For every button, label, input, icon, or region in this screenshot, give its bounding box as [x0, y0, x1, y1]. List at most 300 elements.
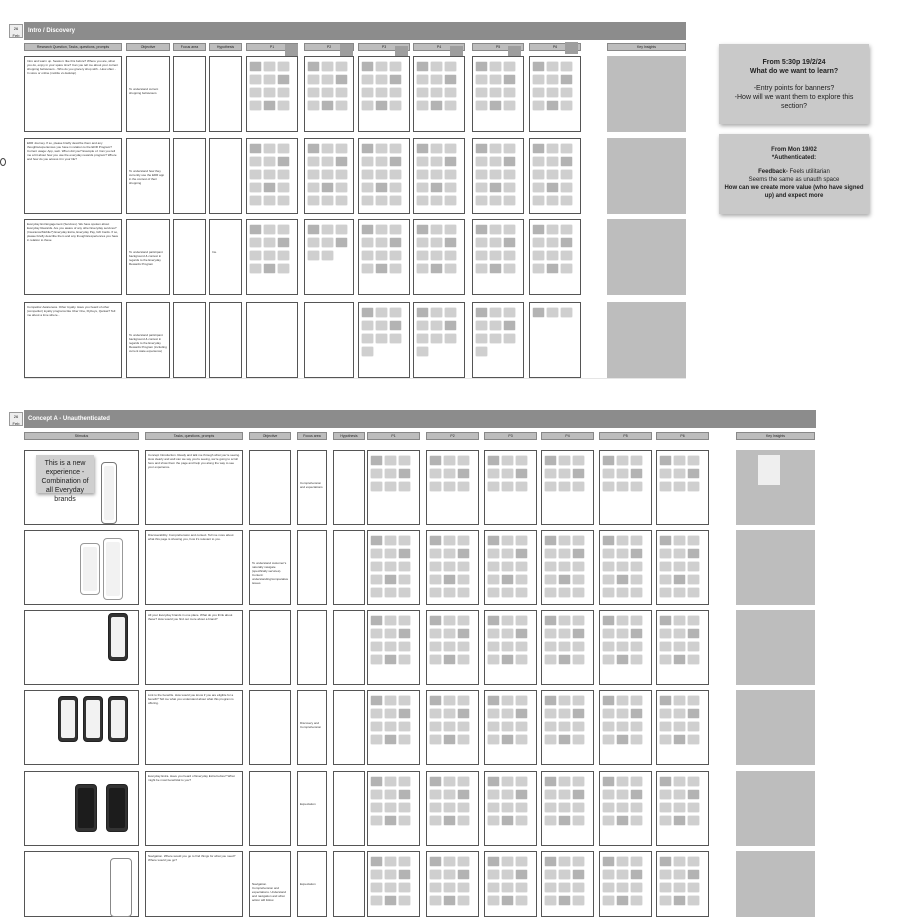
sticky-note[interactable]: [390, 75, 401, 84]
sticky-note[interactable]: [631, 722, 642, 731]
sticky-note[interactable]: [431, 196, 442, 205]
sticky-note[interactable]: [430, 857, 441, 866]
prompt-text[interactable]: Navigation. Where would you go to find things for what you need? Where would you go?: [148, 854, 236, 862]
sticky-note[interactable]: [399, 722, 410, 731]
sticky-note[interactable]: [362, 157, 373, 166]
sticky-note[interactable]: [573, 456, 584, 465]
sticky-note[interactable]: [476, 144, 487, 153]
sticky-note[interactable]: [371, 896, 382, 905]
sticky-note[interactable]: [617, 629, 628, 638]
sticky-note[interactable]: [308, 144, 319, 153]
sticky-note[interactable]: [561, 101, 572, 110]
sticky-note[interactable]: [545, 616, 556, 625]
sticky-note[interactable]: [376, 308, 387, 317]
sticky-note[interactable]: [488, 655, 499, 664]
sticky-note[interactable]: [371, 696, 382, 705]
sticky-note[interactable]: [561, 62, 572, 71]
sticky-note[interactable]: [250, 225, 261, 234]
sticky-note[interactable]: [603, 642, 614, 651]
sticky-note[interactable]: [490, 157, 501, 166]
sticky-note[interactable]: [660, 777, 671, 786]
sticky-note[interactable]: [561, 170, 572, 179]
sticky-note[interactable]: [573, 777, 584, 786]
sticky-note[interactable]: [559, 777, 570, 786]
sticky-note[interactable]: [674, 777, 685, 786]
notes-cell[interactable]: [333, 610, 365, 685]
sticky-note[interactable]: [545, 896, 556, 905]
sticky-note[interactable]: [390, 88, 401, 97]
sticky-note[interactable]: [490, 225, 501, 234]
sticky-note[interactable]: [278, 225, 289, 234]
prompt-cell[interactable]: [24, 138, 122, 214]
sticky-note[interactable]: [399, 629, 410, 638]
sticky-note[interactable]: [516, 790, 527, 799]
sticky-note[interactable]: [417, 225, 428, 234]
sticky-note[interactable]: [631, 616, 642, 625]
sticky-note[interactable]: [490, 321, 501, 330]
sticky-note[interactable]: [688, 857, 699, 866]
sticky-note[interactable]: [444, 790, 455, 799]
sticky-note[interactable]: [504, 144, 515, 153]
notes-cell[interactable]: [333, 690, 365, 765]
insight-note[interactable]: [758, 455, 780, 485]
sticky-note[interactable]: [631, 482, 642, 491]
sticky-note[interactable]: [547, 144, 558, 153]
column-header[interactable]: Research Question, Tasks, questions, prompts: [24, 43, 122, 51]
notes-cell[interactable]: [209, 138, 242, 214]
sticky-note[interactable]: [533, 157, 544, 166]
sticky-note[interactable]: [502, 803, 513, 812]
sticky-note[interactable]: [688, 803, 699, 812]
sticky-note[interactable]: [603, 735, 614, 744]
sticky-note[interactable]: [371, 883, 382, 892]
sticky-note[interactable]: [444, 777, 455, 786]
sticky-note[interactable]: [444, 456, 455, 465]
sticky-note[interactable]: [444, 588, 455, 597]
sticky-note[interactable]: [444, 642, 455, 651]
sticky-note[interactable]: [444, 469, 455, 478]
sticky-note[interactable]: [399, 709, 410, 718]
sticky-note[interactable]: [545, 549, 556, 558]
sticky-note[interactable]: [533, 225, 544, 234]
sticky-note[interactable]: [488, 722, 499, 731]
sticky-note[interactable]: [488, 735, 499, 744]
sticky-note[interactable]: [502, 469, 513, 478]
sticky-note[interactable]: [308, 170, 319, 179]
sticky-note[interactable]: [264, 88, 275, 97]
sticky-note[interactable]: [559, 816, 570, 825]
sticky-note[interactable]: [545, 735, 556, 744]
focus-text[interactable]: Discovery and Comprehension: [300, 721, 322, 729]
sticky-note[interactable]: [561, 251, 572, 260]
sticky-note[interactable]: [385, 777, 396, 786]
sticky-note[interactable]: [573, 790, 584, 799]
sticky-note[interactable]: [502, 722, 513, 731]
sticky-note[interactable]: [431, 225, 442, 234]
sticky-note[interactable]: [390, 334, 401, 343]
sticky-note[interactable]: [399, 616, 410, 625]
sticky-note[interactable]: [322, 75, 333, 84]
sticky-note[interactable]: [336, 170, 347, 179]
sticky-note[interactable]: [516, 482, 527, 491]
sticky-note[interactable]: [561, 88, 572, 97]
column-header[interactable]: P6: [656, 432, 709, 440]
sticky-note[interactable]: [458, 616, 469, 625]
sticky-note[interactable]: [516, 588, 527, 597]
sticky-note[interactable]: [504, 264, 515, 273]
sticky-note[interactable]: [376, 170, 387, 179]
sticky-note[interactable]: [476, 196, 487, 205]
sticky-note[interactable]: [660, 469, 671, 478]
sticky-note[interactable]: [336, 183, 347, 192]
prompt-cell[interactable]: [145, 450, 243, 525]
sticky-note[interactable]: [399, 803, 410, 812]
sticky-note[interactable]: [631, 536, 642, 545]
sticky-note[interactable]: [362, 334, 373, 343]
sticky-note[interactable]: [603, 870, 614, 879]
sticky-note[interactable]: [617, 709, 628, 718]
sticky-note[interactable]: [545, 655, 556, 664]
sticky-note[interactable]: [516, 549, 527, 558]
sticky-note[interactable]: [617, 857, 628, 866]
sticky-note[interactable]: [617, 883, 628, 892]
objective-text[interactable]: To understand how they currently use the EDR app in the context of their shopping: [129, 169, 165, 185]
sticky-note[interactable]: [573, 549, 584, 558]
sticky-note[interactable]: [504, 88, 515, 97]
sticky-note[interactable]: [516, 696, 527, 705]
sticky-note[interactable]: [617, 816, 628, 825]
frame-title-concept-a[interactable]: Concept A - Unauthenticated: [24, 410, 816, 428]
sticky-note[interactable]: [660, 616, 671, 625]
sticky-note[interactable]: [516, 803, 527, 812]
sticky-note[interactable]: [559, 642, 570, 651]
sticky-note[interactable]: [385, 709, 396, 718]
sticky-note[interactable]: [516, 629, 527, 638]
sticky-note[interactable]: [660, 790, 671, 799]
sticky-note[interactable]: [336, 238, 347, 247]
sticky-note[interactable]: [399, 777, 410, 786]
notes-cell[interactable]: [333, 851, 365, 917]
sticky-note[interactable]: [417, 238, 428, 247]
sticky-note[interactable]: [431, 238, 442, 247]
sticky-note[interactable]: [431, 75, 442, 84]
sticky-note[interactable]: [533, 144, 544, 153]
sticky-note[interactable]: [561, 225, 572, 234]
sticky-note[interactable]: [376, 75, 387, 84]
sticky-note[interactable]: [516, 857, 527, 866]
participant-tag[interactable]: [565, 42, 578, 54]
sticky-note-authenticated[interactable]: [719, 134, 869, 214]
sticky-note[interactable]: [559, 790, 570, 799]
sticky-note[interactable]: [603, 469, 614, 478]
sticky-note[interactable]: [390, 308, 401, 317]
sticky-note[interactable]: [445, 170, 456, 179]
notes-cell[interactable]: [249, 690, 291, 765]
prompt-cell[interactable]: [145, 610, 243, 685]
sticky-note[interactable]: [559, 857, 570, 866]
sticky-note[interactable]: [476, 321, 487, 330]
sticky-note[interactable]: [502, 456, 513, 465]
sticky-note[interactable]: [444, 870, 455, 879]
sticky-note[interactable]: [431, 157, 442, 166]
frame-title-intro[interactable]: Intro / Discovery: [24, 22, 686, 40]
sticky-note[interactable]: [430, 536, 441, 545]
sticky-note[interactable]: [547, 238, 558, 247]
sticky-note[interactable]: [502, 857, 513, 866]
sticky-note[interactable]: [376, 196, 387, 205]
sticky-note[interactable]: [430, 562, 441, 571]
sticky-note[interactable]: [399, 549, 410, 558]
sticky-note[interactable]: [376, 157, 387, 166]
sticky-note[interactable]: [490, 75, 501, 84]
sticky-note[interactable]: [533, 88, 544, 97]
column-header[interactable]: Objective: [249, 432, 291, 440]
sticky-note[interactable]: [278, 75, 289, 84]
sticky-note[interactable]: [617, 536, 628, 545]
sticky-note[interactable]: [444, 857, 455, 866]
sticky-note[interactable]: [573, 629, 584, 638]
sticky-note[interactable]: [445, 88, 456, 97]
sticky-note[interactable]: [631, 655, 642, 664]
sticky-note[interactable]: [674, 469, 685, 478]
sticky-note[interactable]: [516, 575, 527, 584]
sticky-note[interactable]: [445, 101, 456, 110]
sticky-note[interactable]: [603, 588, 614, 597]
sticky-note[interactable]: [547, 196, 558, 205]
participant-tag[interactable]: [340, 44, 353, 56]
sticky-note[interactable]: [547, 183, 558, 192]
sticky-note[interactable]: [264, 157, 275, 166]
sticky-note[interactable]: [559, 883, 570, 892]
sticky-note[interactable]: [674, 616, 685, 625]
sticky-note[interactable]: [444, 482, 455, 491]
sticky-note[interactable]: [390, 225, 401, 234]
sticky-note[interactable]: [502, 870, 513, 879]
sticky-note[interactable]: [674, 816, 685, 825]
sticky-note[interactable]: [336, 225, 347, 234]
sticky-note[interactable]: [444, 735, 455, 744]
sticky-note[interactable]: [250, 157, 261, 166]
sticky-note[interactable]: [603, 536, 614, 545]
sticky-note[interactable]: [617, 896, 628, 905]
sticky-note[interactable]: [631, 456, 642, 465]
sticky-note[interactable]: [573, 883, 584, 892]
sticky-note[interactable]: [308, 225, 319, 234]
sticky-note[interactable]: [399, 883, 410, 892]
sticky-note[interactable]: [458, 696, 469, 705]
sticky-note[interactable]: [603, 655, 614, 664]
sticky-note[interactable]: [430, 575, 441, 584]
sticky-note[interactable]: [362, 321, 373, 330]
sticky-note[interactable]: [371, 482, 382, 491]
prompt-cell[interactable]: [145, 690, 243, 765]
column-header[interactable]: Key Insights: [607, 43, 686, 51]
sticky-note[interactable]: [504, 251, 515, 260]
sticky-note[interactable]: [488, 469, 499, 478]
sticky-note[interactable]: [430, 777, 441, 786]
sticky-note[interactable]: [617, 735, 628, 744]
sticky-note[interactable]: [431, 144, 442, 153]
sticky-note[interactable]: [476, 88, 487, 97]
sticky-note[interactable]: [502, 709, 513, 718]
sticky-note[interactable]: [545, 629, 556, 638]
sticky-note[interactable]: [444, 549, 455, 558]
sticky-note[interactable]: [688, 816, 699, 825]
sticky-note[interactable]: [444, 616, 455, 625]
sticky-note[interactable]: [385, 696, 396, 705]
sticky-note[interactable]: [444, 575, 455, 584]
sticky-note[interactable]: [617, 803, 628, 812]
notes-cell[interactable]: [297, 450, 327, 525]
sticky-note[interactable]: [631, 709, 642, 718]
sticky-note[interactable]: [660, 482, 671, 491]
sticky-note[interactable]: [631, 883, 642, 892]
sticky-note[interactable]: [631, 777, 642, 786]
sticky-note[interactable]: [573, 857, 584, 866]
participant-tag[interactable]: [285, 44, 298, 56]
sticky-note[interactable]: [490, 251, 501, 260]
sticky-note[interactable]: [488, 456, 499, 465]
sticky-note[interactable]: [385, 870, 396, 879]
sticky-note[interactable]: [617, 655, 628, 664]
sticky-note[interactable]: [444, 629, 455, 638]
sticky-note[interactable]: [264, 62, 275, 71]
sticky-note[interactable]: [561, 238, 572, 247]
notes-cell[interactable]: [173, 302, 206, 378]
sticky-note[interactable]: [430, 735, 441, 744]
notes-cell[interactable]: [249, 851, 291, 917]
sticky-note[interactable]: [458, 642, 469, 651]
sticky-note[interactable]: [417, 264, 428, 273]
sticky-note[interactable]: [603, 562, 614, 571]
sticky-note[interactable]: [516, 777, 527, 786]
sticky-note[interactable]: [631, 549, 642, 558]
sticky-note[interactable]: [264, 264, 275, 273]
sticky-note[interactable]: [688, 790, 699, 799]
sticky-note[interactable]: [430, 642, 441, 651]
sticky-note[interactable]: [490, 334, 501, 343]
sticky-note[interactable]: [504, 75, 515, 84]
sticky-note[interactable]: [390, 157, 401, 166]
sticky-note[interactable]: [431, 321, 442, 330]
sticky-note[interactable]: [631, 642, 642, 651]
sticky-note[interactable]: [278, 264, 289, 273]
column-header[interactable]: Hypothesis: [209, 43, 242, 51]
sticky-note[interactable]: [488, 857, 499, 866]
sticky-note[interactable]: [573, 722, 584, 731]
sticky-note[interactable]: [385, 655, 396, 664]
sticky-note[interactable]: [390, 238, 401, 247]
key-insights-cell[interactable]: [607, 302, 686, 378]
sticky-note[interactable]: [660, 562, 671, 571]
sticky-note[interactable]: [476, 264, 487, 273]
sticky-note[interactable]: [617, 588, 628, 597]
sticky-note[interactable]: [445, 144, 456, 153]
sticky-note[interactable]: [603, 722, 614, 731]
sticky-note[interactable]: [417, 334, 428, 343]
sticky-note[interactable]: [573, 575, 584, 584]
participant-cell[interactable]: [304, 302, 354, 378]
sticky-note[interactable]: [660, 722, 671, 731]
sticky-note[interactable]: [559, 469, 570, 478]
sticky-note[interactable]: [674, 857, 685, 866]
sticky-note[interactable]: [488, 803, 499, 812]
sticky-note[interactable]: [371, 575, 382, 584]
sticky-note[interactable]: [417, 75, 428, 84]
key-insights-cell[interactable]: [736, 530, 815, 605]
sticky-note[interactable]: [444, 896, 455, 905]
sticky-note[interactable]: [458, 575, 469, 584]
sticky-note[interactable]: [559, 549, 570, 558]
sticky-note[interactable]: [674, 575, 685, 584]
sticky-note[interactable]: [362, 308, 373, 317]
sticky-note[interactable]: [603, 816, 614, 825]
prompt-cell[interactable]: [145, 851, 243, 917]
sticky-note[interactable]: [631, 588, 642, 597]
sticky-note[interactable]: [371, 536, 382, 545]
sticky-note[interactable]: [674, 803, 685, 812]
sticky-note[interactable]: [308, 196, 319, 205]
prompt-cell[interactable]: [145, 771, 243, 846]
sticky-note[interactable]: [688, 735, 699, 744]
sticky-note[interactable]: [559, 709, 570, 718]
sticky-note[interactable]: [559, 536, 570, 545]
sticky-note[interactable]: [371, 803, 382, 812]
sticky-note[interactable]: [385, 896, 396, 905]
sticky-note[interactable]: [674, 642, 685, 651]
sticky-note[interactable]: [559, 588, 570, 597]
key-insights-cell[interactable]: [607, 219, 686, 295]
sticky-note[interactable]: [533, 62, 544, 71]
column-header[interactable]: Stimulus: [24, 432, 139, 440]
sticky-note[interactable]: [458, 588, 469, 597]
sticky-note[interactable]: [430, 616, 441, 625]
sticky-note[interactable]: [476, 183, 487, 192]
sticky-note[interactable]: [278, 144, 289, 153]
sticky-note[interactable]: [376, 88, 387, 97]
sticky-note[interactable]: [431, 264, 442, 273]
sticky-note[interactable]: [371, 790, 382, 799]
sticky-note[interactable]: [458, 857, 469, 866]
sticky-note[interactable]: [399, 562, 410, 571]
column-header[interactable]: P6: [529, 43, 581, 51]
sticky-note[interactable]: [488, 629, 499, 638]
sticky-note[interactable]: [660, 816, 671, 825]
column-header[interactable]: P2: [426, 432, 479, 440]
sticky-note[interactable]: [545, 536, 556, 545]
sticky-note[interactable]: [631, 696, 642, 705]
sticky-note[interactable]: [688, 588, 699, 597]
sticky-note[interactable]: [476, 251, 487, 260]
sticky-note[interactable]: [504, 62, 515, 71]
sticky-note[interactable]: [516, 469, 527, 478]
sticky-note[interactable]: [561, 144, 572, 153]
sticky-note[interactable]: [430, 482, 441, 491]
sticky-note[interactable]: [504, 170, 515, 179]
sticky-note[interactable]: [278, 62, 289, 71]
sticky-note[interactable]: [561, 75, 572, 84]
sticky-note[interactable]: [336, 101, 347, 110]
sticky-note[interactable]: [399, 536, 410, 545]
sticky-note[interactable]: [545, 482, 556, 491]
sticky-note[interactable]: [322, 196, 333, 205]
notes-cell[interactable]: [249, 450, 291, 525]
sticky-note[interactable]: [278, 101, 289, 110]
sticky-note[interactable]: [617, 562, 628, 571]
sticky-note[interactable]: [674, 722, 685, 731]
sticky-note[interactable]: [376, 225, 387, 234]
sticky-note[interactable]: [371, 469, 382, 478]
